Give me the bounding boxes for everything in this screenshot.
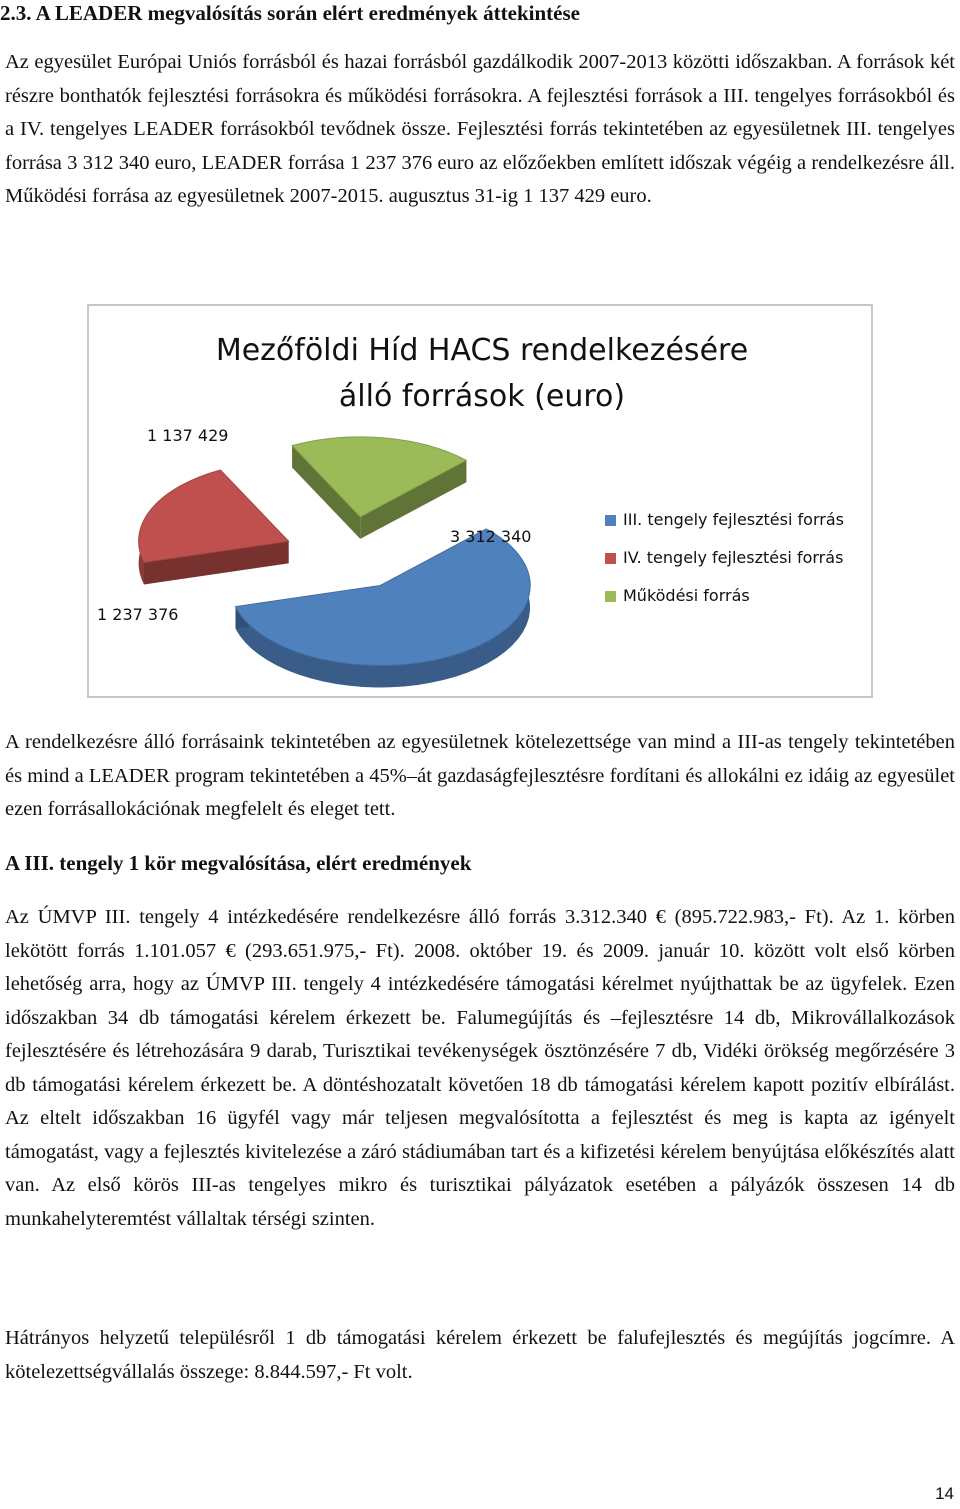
legend-swatch-red — [605, 553, 616, 564]
legend-swatch-green — [605, 591, 616, 602]
section-title: 2.3. A LEADER megvalósítás során elért eredmények áttekintése — [0, 1, 580, 25]
page-number: 14 — [935, 1484, 954, 1503]
paragraph-umvp: Az ÚMVP III. tengely 4 intézkedésére rendelkezésre álló forrás 3.312.340 € (895.722.983,- Ft). Az 1. körben lekötött forrás 1.101.057 € (293.651.975,- Ft). 2008. október 19. és 2009. január 10. között volt első körben lehetőség arra, hogy az ÚMVP III. tengely 4 intézkedésére támogatási kérelmet nyújthattak be az ügyfelek. Ezen időszakban 34 db támogatási kérelem érkezett be. Falumegújítás és –fejlesztésre 14 db, Mikrovállalkozások fejlesztésére és létrehozására 9 darab, Turisztikai tevékenységek ösztönzésére 7 db, Vidéki örökség megőrzésére 3 db támogatási kérelem érkezett be. A döntéshozatalt követően 18 db támogatási kérelem kapott pozitív elbírálást. Az eltelt időszakban 16 ügyfél vagy már teljesen megvalósította a fejlesztést és meg is kapta az igényelt támogatást, vagy a fejlesztés kivitelezése a záró stádiumában tart és a kifizetési kérelem benyújtása előkészítés alatt van. Az első körös III-as tengelyes mikro és turisztikai pályázatok esetében a pályázók összesen 14 db munkahelyteremtést vállaltak térségi szinten. — [5, 906, 955, 1230]
legend-label: Működési forrás — [623, 586, 750, 605]
paragraph-hatranyos: Hátrányos helyzetű településről 1 db támogatási kérelem érkezett be falufejlesztés és megújítás jogcímre. A kötelezettségvállalás összege: 8.844.597,- Ft volt. — [5, 1327, 955, 1383]
chart-title-line-2: álló források (euro) — [338, 379, 626, 414]
sub-heading: A III. tengely 1 kör megvalósítása, elért eredmények — [5, 851, 472, 875]
pie-slice-mukodesi — [292, 437, 466, 539]
data-label-iv-tengely: 1 237 376 — [97, 605, 179, 624]
intro-paragraph: Az egyesület Európai Uniós forrásból és hazai forrásból gazdálkodik 2007-2013 közötti időszakban. A források két részre bonthatók fejlesztési forrásokra és működési forrásokra. A fejlesztési források a III. tengelyes forrásokból és a IV. tengelyes LEADER forrásokból tevődnek össze. Fejlesztési forrás tekintetében az egyesületnek III. tengelyes forrása 3 312 340 euro, LEADER forrása 1 237 376 euro az előzőekben említett időszak végéig a rendelkezésre áll. Működési forrása az egyesületnek 2007-2015. augusztus 31-ig 1 137 429 euro. — [5, 51, 955, 207]
data-label-iii-tengely: 3 312 340 — [450, 527, 532, 546]
paragraph-forrasallokacio: A rendelkezésre álló forrásaink tekintetében az egyesületnek kötelezettsége van mind a III-as tengely tekintetében és mind a LEADER program tekintetében a 45%–át gazdaságfejlesztésre fordítani és allokálni ez idáig az egyesület ezen forrásallokációnak megfelelt és eleget tett. — [5, 731, 955, 820]
legend-label: IV. tengely fejlesztési forrás — [623, 548, 844, 567]
legend-swatch-blue — [605, 515, 616, 526]
legend-label: III. tengely fejlesztési forrás — [623, 510, 844, 529]
pie-chart — [87, 304, 873, 698]
pie-slice-iv-tengely — [139, 470, 289, 585]
data-label-mukodesi: 1 137 429 — [147, 426, 229, 445]
chart-title-line-1: Mezőföldi Híd HACS rendelkezésére — [215, 333, 749, 368]
chart-title — [89, 328, 875, 420]
